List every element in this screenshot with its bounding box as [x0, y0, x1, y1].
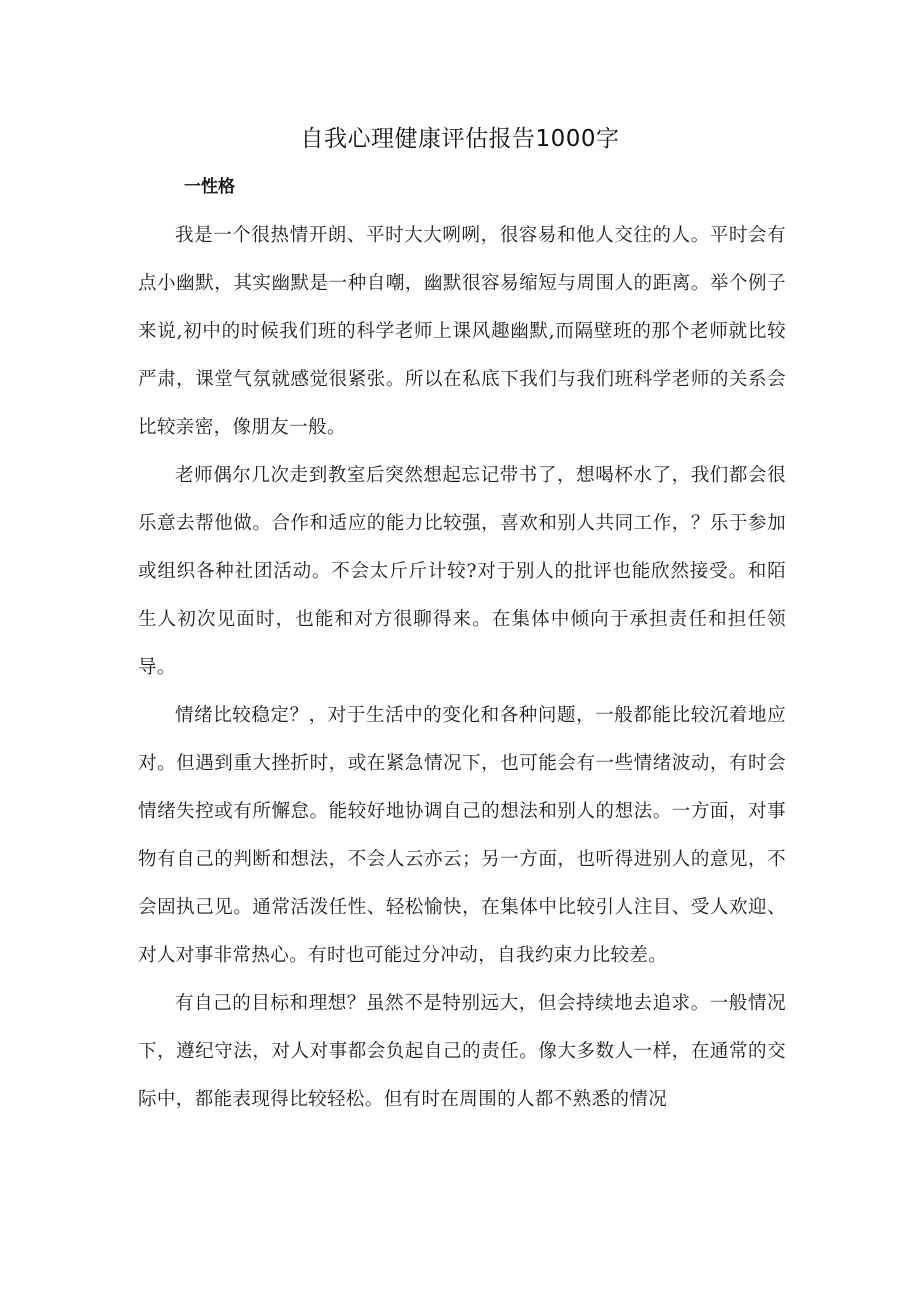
paragraph-2: 老师偶尔几次走到教室后突然想起忘记带书了，想喝杯水了，我们都会很乐意去帮他做。合作和适应的能力比较强，喜欢和别人共同工作，？乐于参加或组织各种社团活动。不会太斤斤计较?对于别人的批评也能欣然接受。和陌生人初次见面时，也能和对方很聊得来。在集体中倾向于承担责任和担任领导。	[138, 465, 786, 678]
body-text	[138, 212, 786, 1124]
page-title: 自我心理健康评估报告1000字	[300, 126, 620, 152]
paragraph-1: 我是一个很热情开朗、平时大大咧咧，很容易和他人交往的人。平时会有点小幽默，其实幽默是一种自嘲，幽默很容易缩短与周围人的距离。举个例子来说,初中的时候我们班的科学老师上课风趣幽默,而隔壁班的那个老师就比较严肃，课堂气氛就感觉很紧张。所以在私底下我们与我们班科学老师的关系会比较亲密，像朋友一般。	[138, 225, 786, 438]
paragraph-3: 情绪比较稳定？，对于生活中的变化和各种问题，一般都能比较沉着地应对。但遇到重大挫折时，或在紧急情况下，也可能会有一些情绪波动，有时会情绪失控或有所懈怠。能较好地协调自己的想法和别人的想法。一方面，对事物有自己的判断和想法，不会人云亦云；另一方面，也听得进别人的意见，不会固执己见。通常活泼任性、轻松愉快，在集体中比较引人注目、受人欢迎、对人对事非常热心。有时也可能过分冲动，自我约束力比较差。	[138, 705, 786, 966]
section-heading: 一性格	[184, 177, 235, 197]
paragraph-4: 有自己的目标和理想？虽然不是特别远大，但会持续地去追求。一般情况下，遵纪守法，对人对事都会负起自己的责任。像大多数人一样，在通常的交际中，都能表现得比较轻松。但有时在周围的人都不熟悉的情况	[138, 993, 786, 1110]
